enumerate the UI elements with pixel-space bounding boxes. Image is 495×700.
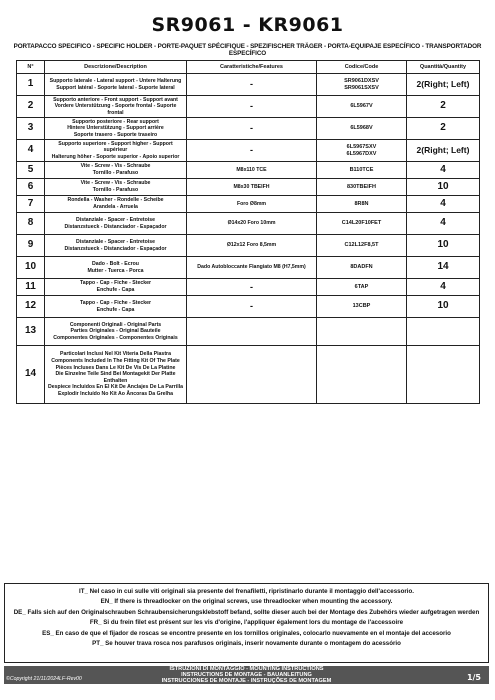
description-line: Distanziale - Spacer - Entretoise	[76, 238, 155, 245]
description-line: Supporto laterale - Lateral support - Untere Halterung	[49, 77, 182, 84]
code-line: 6TAP	[354, 283, 369, 290]
note-it: IT_ Nel caso in cui sulle viti originali sia presente del frenafiletti, ripristinarlo durante il montaggio dell'accessorio.	[79, 588, 414, 595]
item-features: -	[187, 96, 317, 118]
description-line: Distanziale - Spacer - Entretoise	[76, 216, 155, 223]
code-line: SR9061SXSV	[344, 84, 379, 91]
description-line: Explodir Incluído No Kit Ao Âncoras Da Grelha	[57, 390, 174, 397]
item-description	[45, 74, 187, 96]
item-description	[45, 257, 187, 279]
table-row	[17, 346, 480, 404]
table-row	[17, 318, 480, 346]
item-code	[317, 318, 407, 346]
item-code	[317, 140, 407, 162]
description-line: Supporto anteriore - Front support - Support avant	[53, 96, 178, 103]
description-line: Vite - Screw - Vis - Schraube	[80, 180, 151, 187]
table-row	[17, 162, 480, 179]
item-features: M8x30 TBEIFH	[187, 179, 317, 196]
description-line: Componenti Originali - Original Parts	[69, 321, 162, 328]
item-features: -	[187, 279, 317, 296]
footer-line-3: INSTRUCCIONES DE MONTAJE - INSTRUÇÕES DE MONTAGEM	[161, 678, 332, 684]
item-number: 2	[17, 96, 45, 118]
item-number: 7	[17, 196, 45, 213]
item-features: -	[187, 74, 317, 96]
description-line: Vordere Unterstützung - Soporte frontal - Suporte frontal	[54, 103, 177, 116]
description-line: Pièces Incluses Dans Le Kit De Vis De La Platine	[55, 364, 176, 371]
item-features: Ø14x20 Foro 10mm	[187, 213, 317, 235]
item-number: 13	[17, 318, 45, 346]
description-line: Soporte trasero - Suporte traseiro	[73, 131, 158, 138]
item-description	[45, 162, 187, 179]
description-line: Tornillo - Parafuso	[92, 187, 139, 193]
item-features: -	[187, 296, 317, 318]
code-line: SR9061DXSV	[344, 77, 379, 84]
item-features: Ø12x12 Foro 8,5mm	[187, 235, 317, 257]
threadlocker-notes	[4, 583, 489, 663]
table-row	[17, 296, 480, 318]
item-description	[45, 279, 187, 296]
description-line: Dado - Bolt - Ecrou	[92, 260, 139, 267]
note-fr: FR_ Si du frein filet est présent sur les vis d'origine, l'appliquer également lors du montage de l'accessoire	[89, 619, 404, 627]
item-quantity: 10	[407, 235, 480, 257]
header-quantity: Quantità/Quantity	[407, 61, 480, 74]
code-line: B110TCE	[349, 166, 374, 173]
item-number: 5	[17, 162, 45, 179]
item-features: -	[187, 140, 317, 162]
description-line: Components Included In The Fitting Kit Of The Plate	[51, 358, 180, 365]
header-number: N°	[17, 61, 45, 74]
item-code	[317, 179, 407, 196]
table-row	[17, 196, 480, 213]
item-description	[45, 96, 187, 118]
item-code	[317, 118, 407, 140]
table-row	[17, 96, 480, 118]
table-header-row	[17, 61, 480, 74]
item-quantity: 4	[407, 279, 480, 296]
table-row	[17, 74, 480, 96]
description-line: Rondella - Washer - Rondelle - Scheibe	[67, 197, 164, 204]
item-code	[317, 196, 407, 213]
item-features	[187, 318, 317, 346]
table-row	[17, 257, 480, 279]
description-line: Distanzstueck - Distanciador - Espaçador	[64, 245, 167, 252]
item-number: 8	[17, 213, 45, 235]
table-row	[17, 279, 480, 296]
header-code: Codice/Code	[317, 61, 407, 74]
code-line: 8R8N	[354, 200, 369, 207]
item-quantity: 4	[407, 213, 480, 235]
table-row	[17, 140, 480, 162]
item-features: Dado Autobloccante Flangiato M8 (H7,5mm)	[187, 257, 317, 279]
item-number: 9	[17, 235, 45, 257]
item-number: 11	[17, 279, 45, 296]
item-description	[45, 196, 187, 213]
description-line: Enchufe - Capa	[96, 306, 135, 313]
code-line: 830TBEIFH	[346, 183, 377, 190]
description-line: Vite - Screw - Vis - Schraube	[80, 163, 151, 170]
code-line: 6L5968V	[350, 125, 373, 132]
item-quantity: 14	[407, 257, 480, 279]
item-description	[45, 346, 187, 404]
item-code	[317, 257, 407, 279]
description-line: Halterung höher - Soporte superior - Apoio superior	[51, 153, 180, 160]
description-line: Despiece Incluidos En El Kit De Anclajes De La Parrilla	[47, 384, 184, 391]
description-line: Tappo - Cap - Fiche - Stecker	[79, 299, 152, 306]
item-number: 6	[17, 179, 45, 196]
item-code	[317, 74, 407, 96]
table-row	[17, 235, 480, 257]
item-code	[317, 296, 407, 318]
item-code	[317, 235, 407, 257]
item-code	[317, 279, 407, 296]
note-de: DE_ Falls sich auf den Originalschrauben Schraubensicherungsklebstoff befand, sollte dieser auch bei der Montage des Zubehörs wieder aufgetragen werden	[13, 608, 480, 616]
item-features	[187, 346, 317, 404]
description-line: Enchufe - Capa	[96, 287, 135, 293]
header-features: Caratteristiche/Features	[187, 61, 317, 74]
code-line: 6L5967V	[350, 103, 373, 110]
item-number: 10	[17, 257, 45, 279]
item-quantity: 2	[407, 96, 480, 118]
item-code	[317, 96, 407, 118]
code-line: 6L5967DXV	[346, 150, 377, 157]
description-line: Support latéral - Soporte lateral - Suporte lateral	[56, 84, 175, 91]
description-line: Supporto posteriore - Rear support	[72, 118, 159, 125]
item-code	[317, 162, 407, 179]
item-quantity: 2	[407, 118, 480, 140]
table-row	[17, 213, 480, 235]
code-line: 13CBP	[352, 303, 371, 310]
page-number: 1/5	[466, 673, 481, 682]
note-en: EN_ If there is threadlocker on the original screws, use threadlocker when mounting the accessory.	[100, 598, 393, 606]
item-quantity: 4	[407, 196, 480, 213]
document-title: SR9061 - KR9061	[151, 14, 344, 36]
description-line: Die Einzelne Teile Sind Bei Montagekit Der Platte Enthalten	[55, 371, 176, 384]
item-features: Foro Ø8mm	[187, 196, 317, 213]
item-description	[45, 140, 187, 162]
code-line: 8DADFN	[350, 264, 373, 271]
item-number: 4	[17, 140, 45, 162]
item-description	[45, 118, 187, 140]
description-line: Mutter - Tuerca - Porca	[87, 267, 144, 274]
item-description	[45, 296, 187, 318]
item-quantity: 10	[407, 296, 480, 318]
description-line: Particolari Inclusi Nel Kit Viteria Della Piastra	[60, 351, 171, 358]
item-quantity	[407, 346, 480, 404]
description-line: Distanzstueck - Distanciador - Espaçador	[64, 223, 167, 230]
item-number: 1	[17, 74, 45, 96]
item-description	[45, 318, 187, 346]
item-features: M8x110 TCE	[187, 162, 317, 179]
item-code	[317, 346, 407, 404]
description-line: Supporto superiore - Support higher - Support supérieur	[58, 140, 173, 154]
footer-line-2: INSTRUCTIONS DE MONTAGE - BAUANLEITUNG	[181, 672, 312, 678]
item-code	[317, 213, 407, 235]
parts-table	[16, 60, 480, 404]
document-subtitle: PORTAPACCO SPECIFICO - SPECIFIC HOLDER - PORTE-PAQUET SPÉCIFIQUE - SPEZIFISCHER TRÄGER - PORTA-EQUIPAJE ESPECÍFICO - TRANSPORTADOR ESPECÍFICO	[13, 43, 482, 57]
footer-line-1: ISTRUZIONI DI MONTAGGIO - MOUNTING INSTRUCTIONS	[169, 666, 324, 672]
item-quantity: 2(Right; Left)	[407, 74, 480, 96]
item-quantity: 10	[407, 179, 480, 196]
item-number: 14	[17, 346, 45, 404]
header-description: Descrizione/Description	[45, 61, 187, 74]
copyright-text: ©Copyright 21/11/2024LF-Rev00	[6, 676, 82, 682]
code-line: C14L20F10FET	[341, 220, 382, 227]
item-number: 12	[17, 296, 45, 318]
item-number: 3	[17, 118, 45, 140]
description-line: Hintere Unterstützung - Support arrière	[67, 125, 164, 132]
description-line: Parties Originales - Original Bauteile	[70, 328, 161, 335]
item-quantity: 2(Right; Left)	[407, 140, 480, 162]
item-quantity	[407, 318, 480, 346]
code-line: 6L5967SXV	[346, 143, 377, 150]
item-features: -	[187, 118, 317, 140]
table-row	[17, 118, 480, 140]
description-line: Componentes Originales - Componentes Originais	[53, 334, 178, 341]
description-line: Arandela - Arruela	[93, 204, 138, 210]
code-line: C12L12F8,5T	[344, 242, 379, 249]
description-line: Tappo - Cap - Fiche - Stecker	[79, 280, 152, 287]
item-description	[45, 213, 187, 235]
note-pt: PT_ Se houver trava rosca nos parafusos originais, inserir novamente durante o montagem do acessório	[92, 640, 401, 648]
item-quantity: 4	[407, 162, 480, 179]
table-row	[17, 179, 480, 196]
item-description	[45, 179, 187, 196]
description-line: Tornillo - Parafuso	[92, 170, 139, 176]
item-description	[45, 235, 187, 257]
note-es: ES_ En caso de que el fijador de roscas se encontre presente en los tornillos originales, colocarlo nuevamente en el montaje del accesorio	[42, 629, 451, 637]
